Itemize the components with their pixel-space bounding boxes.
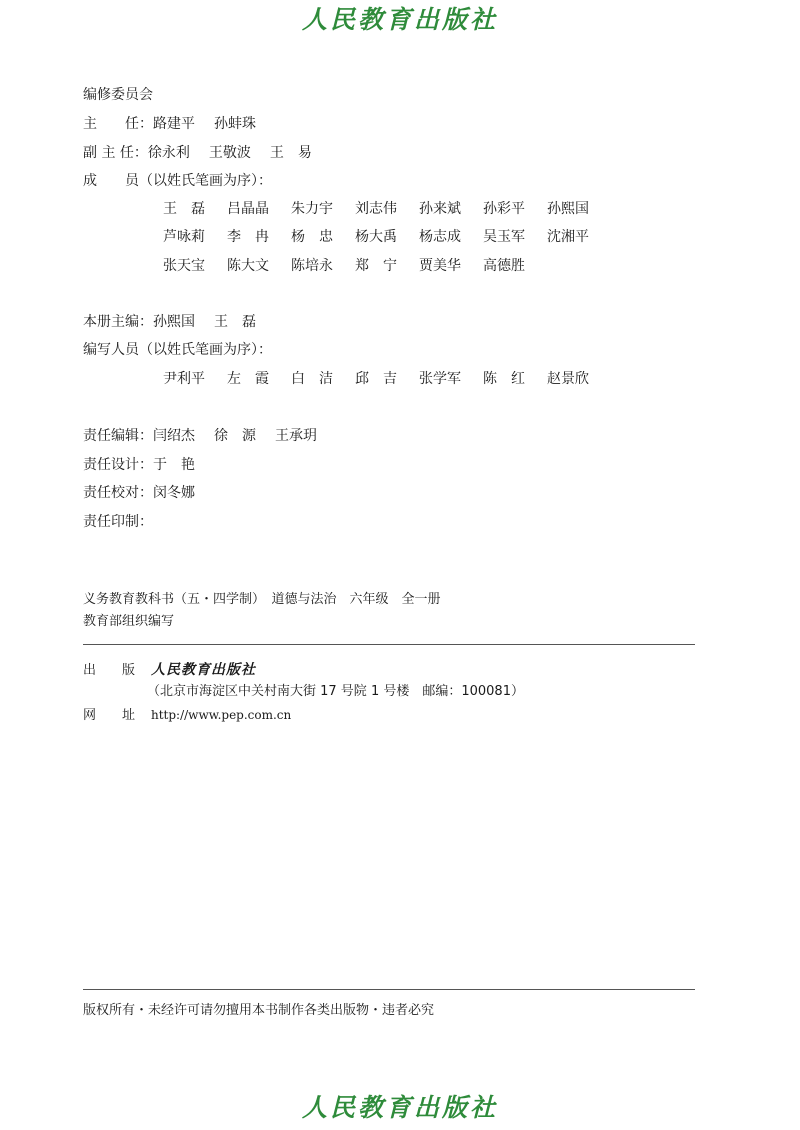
members-label: 成 员（以姓氏笔画为序）：: [83, 173, 272, 189]
writer-name: 邱 吉: [355, 371, 397, 387]
responsible-editor-label: 责任编辑：: [83, 428, 153, 444]
copyright-notice: 版权所有・未经许可请勿擅用本书制作各类出版物・违者必究: [83, 1003, 435, 1018]
deputy-row: [83, 143, 331, 163]
member-name: 陈培永: [291, 258, 333, 274]
publisher-logo-small: 人民教育出版社: [151, 662, 256, 678]
publisher-row: [83, 660, 256, 681]
chief-editor-label: 本册主编：: [83, 314, 153, 330]
member-name: 王 磊: [163, 201, 205, 217]
responsible-editor-name: 闫绍杰: [153, 428, 195, 444]
member-name: 孙来斌: [419, 201, 461, 217]
member-name: 沈湘平: [547, 229, 589, 245]
writers-row: [163, 369, 611, 389]
responsible-design-row: [83, 455, 214, 475]
chief-editor-row: [83, 312, 275, 332]
member-name: 郑 宁: [355, 258, 397, 274]
writer-name: 左 霞: [227, 371, 269, 387]
member-name: 张天宝: [163, 258, 205, 274]
responsible-design-name: 于 艳: [153, 457, 195, 473]
responsible-proof-row: [83, 483, 214, 503]
compiled-by: 教育部组织编写: [83, 614, 175, 629]
member-name: 孙彩平: [483, 201, 525, 217]
chief-editor-name: 王 磊: [214, 314, 256, 330]
writer-name: 赵景欣: [547, 371, 589, 387]
publisher-address: （北京市海淀区中关村南大街 17 号院 1 号楼 邮编：100081）: [147, 684, 524, 699]
book-title: 义务教育教科书（五・四学制） 道德与法治 六年级 全一册: [83, 592, 441, 607]
member-name: 孙熙国: [547, 201, 589, 217]
website-label: 网 址: [83, 708, 136, 723]
responsible-editor-name: 王承玥: [275, 428, 317, 444]
deputy-name: 徐永利: [147, 145, 190, 161]
members-row: [163, 256, 547, 276]
publisher-logo-top: 人民教育出版社: [301, 5, 498, 34]
member-name: 陈大文: [227, 258, 269, 274]
member-name: 吕晶晶: [227, 201, 269, 217]
writer-name: 白 洁: [291, 371, 333, 387]
deputy-name: 王 易: [269, 145, 312, 161]
members-row: [163, 227, 611, 247]
divider-bottom: [83, 989, 695, 990]
deputy-name: 王敬波: [208, 145, 251, 161]
responsible-editor-row: [83, 426, 336, 446]
member-name: 吴玉军: [483, 229, 525, 245]
member-name: 李 冉: [227, 229, 269, 245]
member-name: 朱力宇: [291, 201, 333, 217]
member-name: 芦咏莉: [163, 229, 205, 245]
director-name: 孙蚌珠: [214, 116, 256, 132]
writer-name: 尹利平: [163, 371, 205, 387]
responsible-design-label: 责任设计：: [83, 457, 153, 473]
member-name: 刘志伟: [355, 201, 397, 217]
committee-title: 编修委员会: [83, 87, 153, 103]
writers-label: 编写人员（以姓氏笔画为序）：: [83, 342, 272, 358]
publisher-label: 出 版: [83, 663, 136, 678]
chief-editor-name: 孙熙国: [153, 314, 195, 330]
members-row: [163, 199, 611, 219]
divider-top: [83, 644, 695, 645]
member-name: 杨大禹: [355, 229, 397, 245]
member-name: 高德胜: [483, 258, 525, 274]
director-row: [83, 114, 275, 134]
writer-name: 陈 红: [483, 371, 525, 387]
deputy-label: 副 主 任：: [83, 145, 148, 161]
director-name: 路建平: [153, 116, 195, 132]
responsible-proof-label: 责任校对：: [83, 485, 153, 501]
member-name: 杨志成: [419, 229, 461, 245]
website-row: [83, 705, 291, 726]
website-link[interactable]: http://www.pep.com.cn: [151, 708, 292, 722]
member-name: 贾美华: [419, 258, 461, 274]
member-name: 杨 忠: [291, 229, 333, 245]
publisher-logo-bottom: 人民教育出版社: [301, 1093, 498, 1122]
responsible-proof-name: 闵冬娜: [153, 485, 195, 501]
responsible-editor-name: 徐 源: [214, 428, 256, 444]
writer-name: 张学军: [419, 371, 461, 387]
responsible-print-label: 责任印制：: [83, 514, 153, 530]
director-label: 主 任：: [83, 116, 153, 132]
